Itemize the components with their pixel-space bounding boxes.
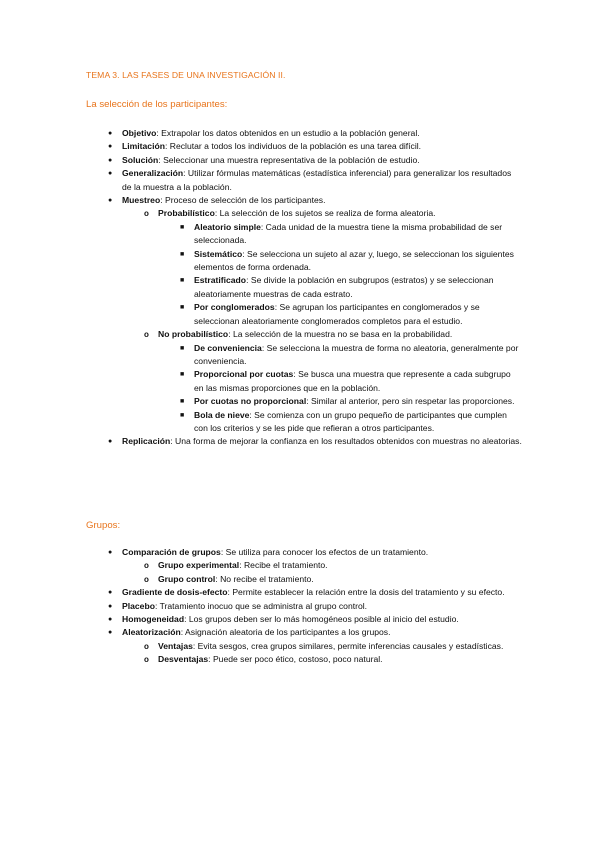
bullet-icon: ■	[180, 344, 185, 352]
bullet-icon: ■	[180, 398, 185, 406]
groups-list	[108, 546, 522, 667]
item-term: Grupo experimental	[158, 560, 240, 571]
list-item	[180, 342, 522, 369]
item-term: Grupo control	[158, 573, 216, 584]
sub-list	[144, 207, 522, 435]
list-item	[108, 435, 522, 448]
item-text: : La selección de los sujetos se realiza de forma aleatoria.	[214, 208, 436, 219]
item-term: Solución	[122, 154, 159, 165]
list-item	[144, 653, 522, 666]
item-term: Por cuotas no proporcional	[194, 396, 307, 407]
bullet-icon: ●	[108, 143, 113, 151]
list-item	[108, 626, 522, 666]
item-text: : La selección de la muestra no se basa en la probabilidad.	[228, 329, 453, 340]
item-text: : Los grupos deben ser lo más homogéneos posible al inicio del estudio.	[184, 614, 459, 625]
item-term: Limitación	[122, 141, 165, 152]
item-text: : Se selecciona la muestra de forma no aleatoria, generalmente por conveniencia.	[194, 342, 519, 366]
bullet-icon: ■	[180, 223, 185, 231]
item-term: No probabilístico	[158, 329, 229, 340]
bullet-icon: ●	[108, 156, 113, 164]
item-text: : Se utiliza para conocer los efectos de un tratamiento.	[220, 547, 429, 557]
list-item	[180, 368, 522, 395]
bullet-icon: o	[144, 561, 149, 571]
bullet-icon: ●	[108, 130, 113, 137]
item-term: Comparación de grupos	[122, 547, 221, 557]
item-term: Bola de nieve	[194, 409, 250, 420]
list-item	[108, 546, 522, 586]
item-term: Aleatorización	[122, 627, 181, 638]
item-text: : Cada unidad de la muestra tiene la misma probabilidad de ser seleccionada.	[194, 221, 503, 246]
item-text: : Utilizar fórmulas matemáticas (estadística inferencial) para generalizar los resultados de la muestra a la población.	[122, 168, 512, 192]
item-text: : Reclutar a todos los individuos de la población es una tarea difícil.	[164, 141, 422, 152]
bullet-icon: ●	[108, 616, 113, 624]
list-item	[180, 248, 522, 275]
item-text: : Una forma de mejorar la confianza en los resultados obtenidos con muestras no aleatorias.	[170, 436, 522, 447]
sub-list	[180, 342, 522, 436]
item-term: Probabilístico	[158, 208, 215, 219]
item-text: : Seleccionar una muestra representativa de la población de estudio.	[158, 154, 420, 165]
item-term: Generalización	[122, 168, 184, 179]
bullet-icon: ●	[108, 629, 113, 637]
bullet-icon: ■	[180, 277, 185, 285]
item-term: Muestreo	[122, 195, 161, 206]
item-text: : Similar al anterior, pero sin respetar las proporciones.	[306, 396, 515, 407]
list-item	[144, 640, 522, 653]
list-item	[108, 600, 522, 613]
item-term: Placebo	[122, 600, 155, 611]
sub-list	[180, 221, 522, 328]
list-item	[108, 194, 522, 435]
bullet-icon: o	[144, 574, 149, 584]
item-text: : Se comienza con un grupo pequeño de participantes que cumplen con los criterios y se les pide que refieran a otros participantes.	[194, 409, 507, 433]
item-text: : Puede ser poco ético, costoso, poco natural.	[208, 654, 383, 665]
list-item	[180, 395, 522, 408]
list-item	[144, 573, 522, 586]
item-text: : Extrapolar los datos obtenidos en un estudio a la población general.	[156, 128, 420, 138]
bullet-icon: o	[144, 641, 149, 651]
list-item	[108, 167, 522, 194]
bullet-icon: ●	[108, 549, 113, 556]
bullet-icon: o	[144, 655, 149, 665]
list-item	[108, 154, 522, 167]
item-text: : Evita sesgos, crea grupos similares, permite inferencias causales y estadísticas.	[192, 640, 504, 651]
bullet-icon: ■	[180, 371, 185, 379]
list-item	[180, 301, 522, 328]
item-term: Ventajas	[158, 640, 193, 651]
section-heading-participants: La selección de los participantes:	[86, 99, 228, 110]
item-text: : Recibe el tratamiento.	[239, 560, 328, 571]
item-text: : Tratamiento inocuo que se administra al grupo control.	[154, 600, 368, 611]
item-term: Estratificado	[194, 275, 247, 286]
item-term: Proporcional por cuotas	[194, 369, 294, 380]
item-term: Gradiente de dosis-efecto	[122, 587, 228, 598]
list-item	[144, 328, 522, 435]
item-text: : Se busca una muestra que represente a cada subgrupo en las mismas proporciones que en la población.	[194, 369, 511, 393]
list-item	[180, 409, 522, 436]
item-term: Desventajas	[158, 654, 209, 665]
participants-list	[108, 127, 522, 449]
bullet-icon: o	[144, 330, 149, 340]
item-term: De conveniencia	[194, 342, 262, 353]
item-term: Replicación	[122, 436, 171, 447]
item-text: : Proceso de selección de los participantes.	[160, 195, 326, 206]
item-text: : No recibe el tratamiento.	[215, 573, 314, 584]
bullet-icon: ■	[180, 411, 185, 419]
list-item	[108, 586, 522, 599]
sub-list	[144, 640, 522, 667]
item-text: : Asignación aleatoria de los participantes a los grupos.	[180, 627, 391, 638]
list-item	[180, 274, 522, 301]
item-term: Objetivo	[122, 128, 157, 138]
bullet-icon: ■	[180, 304, 185, 312]
item-term: Homogeneidad	[122, 614, 185, 625]
list-item	[144, 559, 522, 572]
item-text: : Se divide la población en subgrupos (estratos) y se seleccionan aleatoriamente muestras de cada estrato.	[194, 275, 494, 299]
bullet-icon: ●	[108, 602, 113, 610]
section-heading-groups: Grupos:	[86, 520, 121, 531]
item-term: Sistemático	[194, 248, 243, 259]
bullet-icon: ●	[108, 438, 113, 446]
list-item	[108, 140, 522, 153]
item-term: Aleatorio simple	[194, 221, 261, 232]
list-item	[144, 207, 522, 328]
bullet-icon: ●	[108, 197, 113, 205]
bullet-icon: ●	[108, 170, 113, 178]
item-text: : Se agrupan los participantes en conglomerados y se seleccionan aleatoriamente conglomerados completos para el estudio.	[194, 302, 480, 326]
sub-list	[144, 559, 522, 586]
item-term: Por conglomerados	[194, 302, 275, 313]
item-text: : Se selecciona un sujeto al azar y, luego, se seleccionan los siguientes elementos de forma ordenada.	[194, 248, 514, 273]
bullet-icon: ●	[108, 589, 113, 597]
list-item	[180, 221, 522, 248]
item-text: : Permite establecer la relación entre la dosis del tratamiento y su efecto.	[227, 587, 505, 598]
bullet-icon: ■	[180, 250, 185, 258]
document-title: TEMA 3. LAS FASES DE UNA INVESTIGACIÓN II.	[86, 70, 286, 80]
list-item	[108, 613, 522, 626]
list-item	[108, 127, 522, 140]
bullet-icon: o	[144, 209, 149, 219]
